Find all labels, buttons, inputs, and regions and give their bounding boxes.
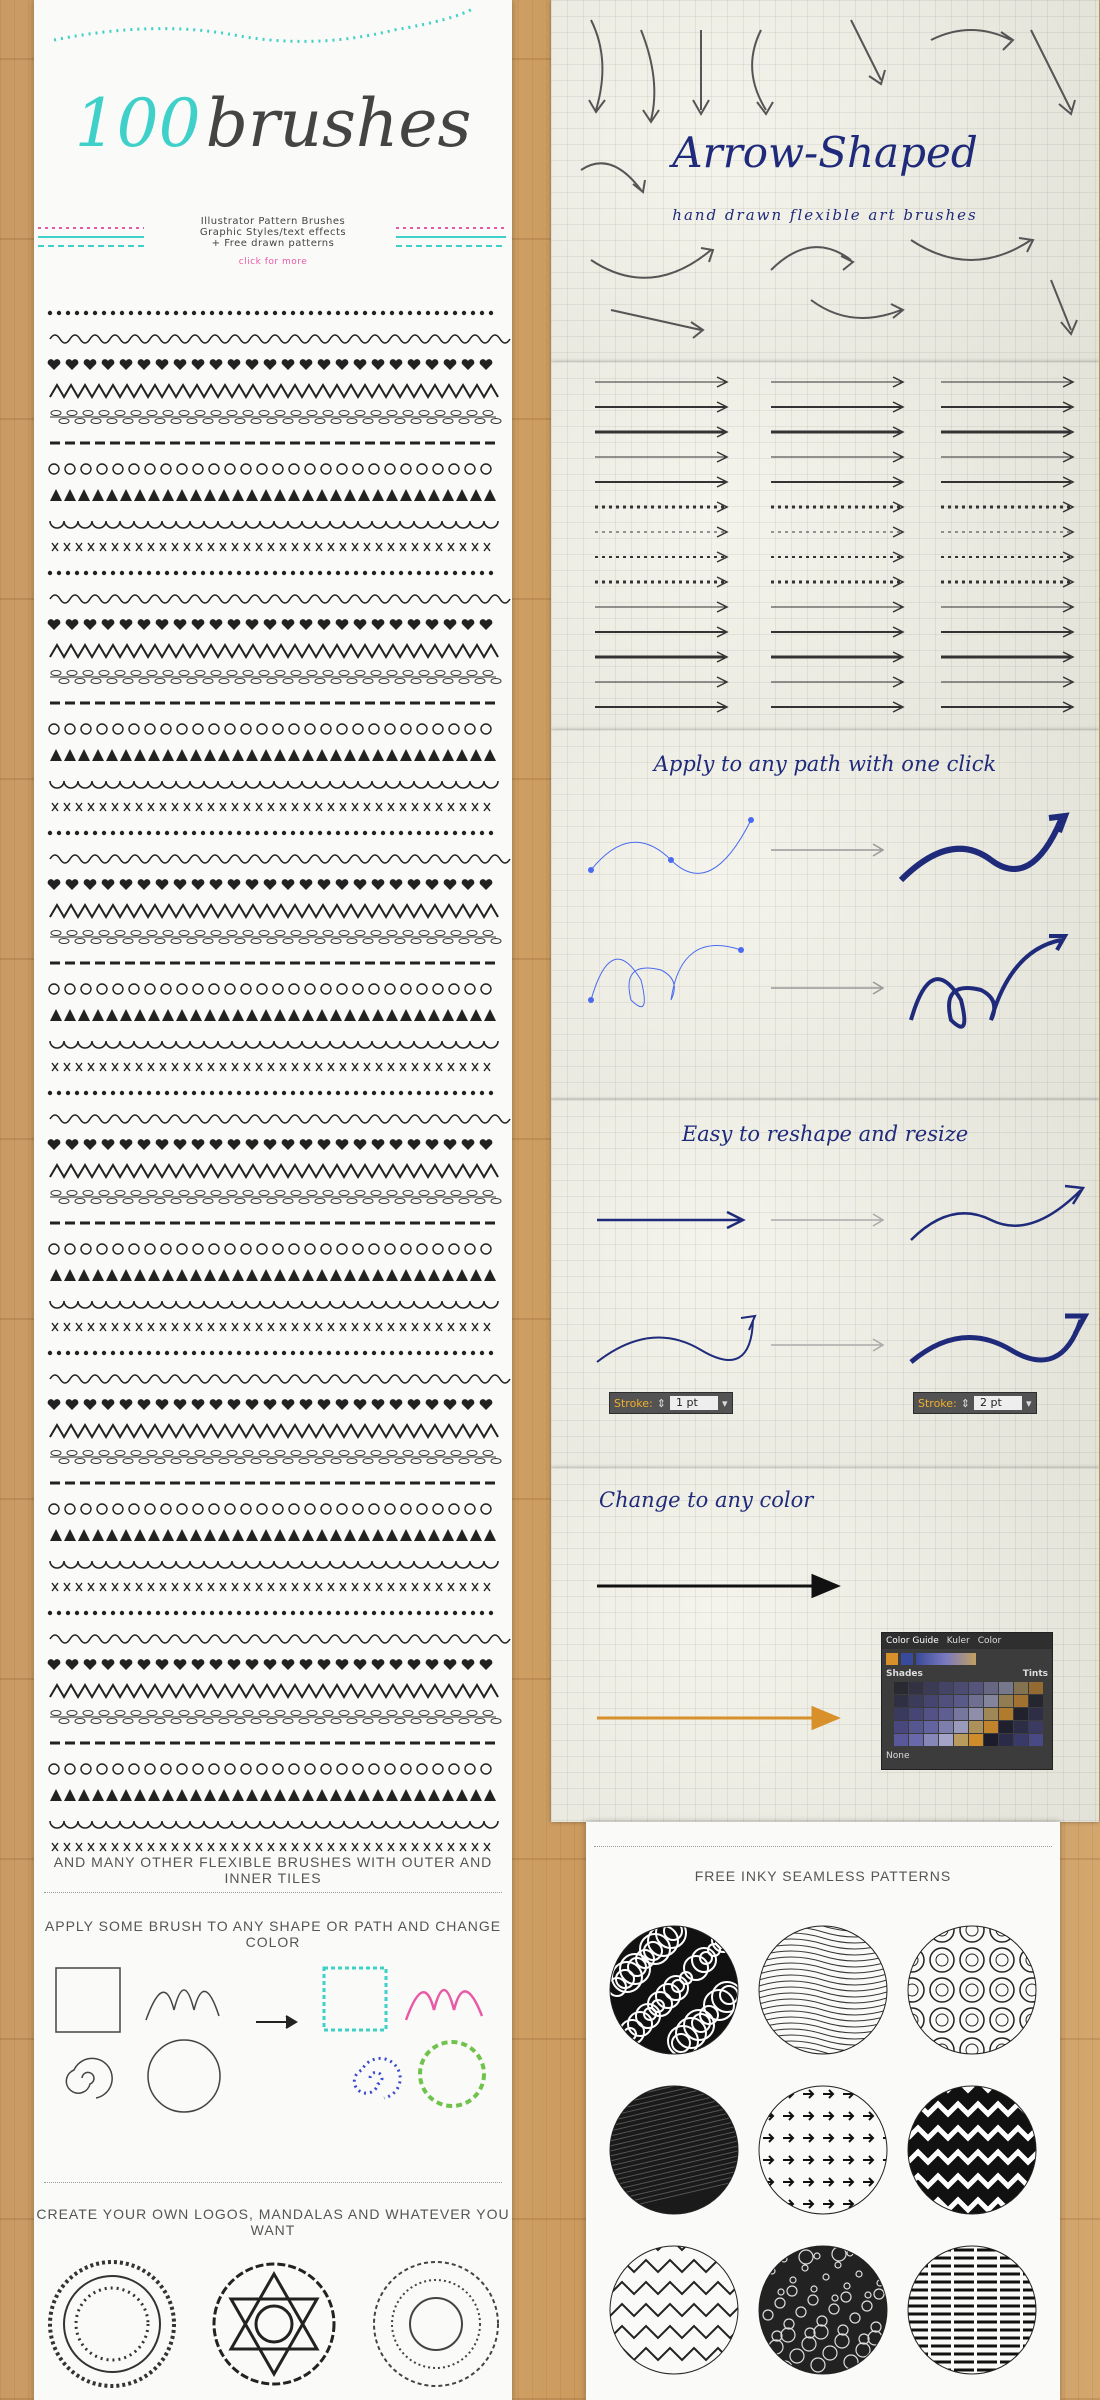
color-swatch[interactable] (1014, 1708, 1028, 1720)
brush-sample (34, 1054, 512, 1080)
pattern-circle (900, 1918, 1044, 2062)
brush-sample (34, 1470, 512, 1496)
brush-sample (34, 898, 512, 924)
stroke-control-2[interactable] (913, 1392, 1037, 1414)
color-panel (551, 1468, 1099, 1822)
divider (594, 1846, 1052, 1847)
color-swatch[interactable] (924, 1682, 938, 1694)
arrow-sample (771, 552, 903, 562)
subtitle-line-3: + Free drawn patterns (211, 238, 335, 249)
stroke-label: Stroke: (918, 1396, 957, 1410)
color-swatch[interactable] (909, 1734, 923, 1746)
arrow-sample (595, 377, 727, 387)
chevron-down-icon[interactable]: ▾ (1025, 1396, 1032, 1410)
arrow-sample (941, 552, 1073, 562)
arrow-sample (771, 502, 903, 512)
arrow-sample (771, 452, 903, 462)
arrow-sample (771, 627, 903, 637)
arrow-sample (771, 577, 903, 587)
pink-loop-brush (406, 1990, 482, 2020)
brush-sample (34, 1522, 512, 1548)
arrow-doodles (551, 0, 1099, 362)
right-arrow-icon (256, 2016, 296, 2028)
arrow-sample (771, 527, 903, 537)
click-for-more-link[interactable]: click for more (238, 257, 308, 267)
caption-apply: APPLY SOME BRUSH TO ANY SHAPE OR PATH AND CHANGE COLOR (44, 1918, 502, 1950)
color-swatch[interactable] (924, 1708, 938, 1720)
orange-arrow (597, 1708, 837, 1728)
brush-sample (34, 1236, 512, 1262)
color-swatch[interactable] (939, 1682, 953, 1694)
color-swatch[interactable] (999, 1682, 1013, 1694)
color-swatch[interactable] (969, 1721, 983, 1733)
brush-sample (34, 950, 512, 976)
brush-sample (34, 1574, 512, 1600)
color-swatch[interactable] (1029, 1708, 1043, 1720)
color-swatch[interactable] (939, 1734, 953, 1746)
color-swatch[interactable] (954, 1721, 968, 1733)
stroke-value-1[interactable]: 1 pt (670, 1396, 718, 1410)
color-swatch[interactable] (954, 1734, 968, 1746)
brush-sample (34, 326, 512, 352)
brush-sample (34, 664, 512, 690)
brush-sample (34, 1808, 512, 1834)
square-shape (56, 1968, 120, 2032)
mandala-3 (374, 2262, 498, 2386)
arrow-sample (595, 602, 727, 612)
patterns-title: FREE INKY SEAMLESS PATTERNS (694, 1868, 952, 1884)
brush-sample (34, 794, 512, 820)
color-guide-panel (881, 1632, 1053, 1770)
brush-sample (34, 768, 512, 794)
color-swatch[interactable] (894, 1682, 908, 1694)
dotted-swirl-decoration (34, 0, 512, 80)
color-swatch[interactable] (1014, 1695, 1028, 1707)
color-swatch[interactable] (984, 1682, 998, 1694)
blue-spiral-brush (354, 2058, 400, 2098)
teal-arrow-ornament-left (34, 222, 154, 252)
tints-label: Tints (1022, 1669, 1048, 1679)
arrow-sample (595, 402, 727, 412)
subtitle-line-2: Graphic Styles/text effects (199, 227, 347, 238)
arrow-sample (941, 452, 1073, 462)
gray-arrow-1 (771, 844, 883, 856)
caption-tiles: AND MANY OTHER FLEXIBLE BRUSHES WITH OUTER AND INNER TILES (53, 1854, 493, 1886)
arrow-sample (941, 577, 1073, 587)
arrow-sample (595, 452, 727, 462)
arrow-sample (941, 652, 1073, 662)
gray-arrow-2 (771, 982, 883, 994)
brush-sample (34, 638, 512, 664)
pattern-circles (586, 1900, 1060, 2400)
brush-sample (34, 1548, 512, 1574)
color-swatch[interactable] (969, 1682, 983, 1694)
arrow-grid-panel (551, 362, 1099, 730)
arrow-sample (941, 527, 1073, 537)
brush-sample (34, 1002, 512, 1028)
shades-label: Shades (886, 1669, 923, 1679)
brush-sample (34, 690, 512, 716)
pattern-circle (610, 2056, 738, 2214)
none-option[interactable]: None (886, 1751, 910, 1761)
pattern-circle (908, 2080, 1048, 2214)
arrow-sample (595, 627, 727, 637)
arrow-grid (551, 362, 1099, 730)
brush-sample (34, 872, 512, 898)
swatch-grid[interactable] (882, 1679, 1052, 1749)
brush-sample (34, 1158, 512, 1184)
brush-sample (34, 1704, 512, 1730)
brush-sample (34, 1392, 512, 1418)
arrow-sample (941, 702, 1073, 712)
arrow-header-panel (551, 0, 1099, 362)
arrow-sample (595, 677, 727, 687)
tab-color-guide[interactable]: Color Guide (886, 1636, 939, 1646)
stepper-icon[interactable]: ⇕ (656, 1396, 666, 1410)
brush-sample (34, 1262, 512, 1288)
color-swatch[interactable] (999, 1708, 1013, 1720)
arrow-sample (771, 377, 903, 387)
stroke-control-1[interactable] (609, 1392, 733, 1414)
brush-sample (34, 1028, 512, 1054)
brush-sample (34, 430, 512, 456)
arrow-sample (941, 627, 1073, 637)
brush-sample (34, 1366, 512, 1392)
brush-sample (34, 1210, 512, 1236)
harmony-swatches[interactable] (882, 1649, 1052, 1669)
patterns-panel (586, 1822, 1060, 2400)
arrow-sample (941, 377, 1073, 387)
arrow-sample (595, 552, 727, 562)
spiral-path (66, 2058, 112, 2098)
circle-shape (148, 2040, 220, 2112)
main-title (34, 85, 512, 162)
arrow-sample (771, 427, 903, 437)
brush-sample (34, 482, 512, 508)
brush-sample (34, 1080, 512, 1106)
chevron-down-icon[interactable]: ▾ (721, 1396, 728, 1410)
brush-sample (34, 846, 512, 872)
arrow-sample (941, 402, 1073, 412)
color-swatch[interactable] (1029, 1734, 1043, 1746)
brush-sample (34, 1132, 512, 1158)
straight-arrow (597, 1212, 743, 1228)
color-swatch[interactable] (984, 1708, 998, 1720)
arrow-sample (771, 702, 903, 712)
color-swatch[interactable] (999, 1695, 1013, 1707)
reshape-panel (551, 1100, 1099, 1468)
title-word: brushes (205, 85, 472, 162)
brush-sample (34, 1756, 512, 1782)
color-swatch[interactable] (1029, 1682, 1043, 1694)
tab-color[interactable]: Color (977, 1636, 1002, 1646)
green-circle-brush (420, 2042, 484, 2106)
brush-sample (34, 1600, 512, 1626)
arrow-sample (595, 502, 727, 512)
mandala-1 (50, 2262, 174, 2386)
caption-create: CREATE YOUR OWN LOGOS, MANDALAS AND WHATEVER YOU WANT (36, 2206, 510, 2238)
brush-sample (34, 1106, 512, 1132)
apply-demo (551, 730, 1099, 1100)
brush-sample (34, 1652, 512, 1678)
brush-sample (34, 404, 512, 430)
brush-sample (34, 1314, 512, 1340)
curved-arrow (911, 1186, 1083, 1240)
brush-sample (34, 820, 512, 846)
color-swatch[interactable] (954, 1682, 968, 1694)
color-swatch[interactable] (939, 1695, 953, 1707)
brush-sample (34, 1678, 512, 1704)
stroke-label: Stroke: (614, 1396, 653, 1410)
thin-arrow (597, 1316, 755, 1362)
color-swatch[interactable] (999, 1734, 1013, 1746)
header-subtitle: hand drawn flexible art brushes (672, 206, 978, 224)
divider (44, 2182, 502, 2183)
arrow-sample (771, 652, 903, 662)
shades-tints-header (882, 1669, 1052, 1679)
apply-panel (551, 730, 1099, 1100)
arrow-sample (595, 427, 727, 437)
teal-arrow-ornament-right (390, 222, 510, 252)
arrow-sample (595, 577, 727, 587)
color-swatch[interactable] (909, 1708, 923, 1720)
color-swatch[interactable] (1014, 1734, 1028, 1746)
black-arrow (597, 1576, 837, 1596)
reshape-title: Easy to reshape and resize (681, 1122, 969, 1146)
pattern-circle (908, 2250, 1036, 2370)
color-swatch[interactable] (909, 1695, 923, 1707)
brush-sample (34, 1444, 512, 1470)
divider (44, 1892, 502, 1893)
color-guide-tabs (882, 1633, 1052, 1649)
color-swatch[interactable] (909, 1721, 923, 1733)
arrow-sample (941, 502, 1073, 512)
brush-sample (34, 586, 512, 612)
brush-sample (34, 612, 512, 638)
color-swatch[interactable] (969, 1734, 983, 1746)
brush-sample (34, 508, 512, 534)
pattern-circle (763, 2090, 893, 2208)
loop-path (146, 1990, 219, 2020)
arrow-sample (595, 477, 727, 487)
thick-arrow (911, 1316, 1085, 1362)
header-title: Arrow-Shaped (672, 128, 978, 177)
arrow-sample (771, 402, 903, 412)
color-swatch[interactable] (984, 1721, 998, 1733)
brush-sample (34, 1730, 512, 1756)
color-swatch[interactable] (894, 1708, 908, 1720)
brush-sample (34, 300, 512, 326)
color-swatch[interactable] (1014, 1721, 1028, 1733)
brush-sample (34, 924, 512, 950)
brush-sample (34, 1288, 512, 1314)
pattern-circle (610, 2238, 754, 2360)
brush-sample (34, 1340, 512, 1366)
color-swatch[interactable] (954, 1708, 968, 1720)
color-swatch[interactable] (984, 1734, 998, 1746)
mandala-2 (214, 2264, 334, 2384)
color-swatch[interactable] (1029, 1695, 1043, 1707)
brush-sample (34, 352, 512, 378)
arrow-sample (771, 477, 903, 487)
color-title: Change to any color (599, 1488, 814, 1512)
brush-sample (34, 1418, 512, 1444)
color-swatch[interactable] (1014, 1682, 1028, 1694)
stepper-icon[interactable]: ⇕ (960, 1396, 970, 1410)
color-swatch[interactable] (924, 1734, 938, 1746)
color-swatch[interactable] (894, 1695, 908, 1707)
teal-square-brush (324, 1968, 386, 2030)
color-swatch[interactable] (984, 1695, 998, 1707)
brush-sample (34, 534, 512, 560)
stroke-value-2[interactable]: 2 pt (974, 1396, 1022, 1410)
arrow-sample (771, 677, 903, 687)
arrow-sample (941, 477, 1073, 487)
brush-sample (34, 1496, 512, 1522)
arrow-sample (941, 602, 1073, 612)
color-swatch[interactable] (939, 1721, 953, 1733)
brush-sample (34, 716, 512, 742)
brush-sample (34, 1184, 512, 1210)
color-swatch[interactable] (969, 1695, 983, 1707)
color-swatch[interactable] (924, 1695, 938, 1707)
color-swatch[interactable] (999, 1721, 1013, 1733)
color-swatch[interactable] (894, 1721, 908, 1733)
brush-sample (34, 976, 512, 1002)
color-swatch[interactable] (909, 1682, 923, 1694)
arrow-sample (595, 702, 727, 712)
subtitle-line-1: Illustrator Pattern Brushes (200, 216, 346, 227)
arrow-sample (595, 652, 727, 662)
color-swatch[interactable] (924, 1721, 938, 1733)
brushed-arrow-1 (901, 816, 1065, 880)
brushed-arrow-2 (911, 936, 1065, 1027)
brush-sample (34, 456, 512, 482)
color-swatch[interactable] (954, 1695, 968, 1707)
apply-title: Apply to any path with one click (653, 752, 997, 776)
color-swatch[interactable] (969, 1708, 983, 1720)
arrow-sample (941, 427, 1073, 437)
arrow-sample (771, 602, 903, 612)
pattern-circle (759, 1921, 887, 2057)
mandala-row (34, 2244, 512, 2394)
brushes-panel (34, 0, 512, 2400)
selected-path-1 (591, 820, 751, 873)
color-swatch[interactable] (894, 1734, 908, 1746)
brush-sample (34, 1782, 512, 1808)
arrow-sample (595, 527, 727, 537)
title-number: 100 (74, 85, 201, 162)
color-swatch[interactable] (1029, 1721, 1043, 1733)
brush-sample (34, 560, 512, 586)
brush-sample (34, 378, 512, 404)
brush-sample (34, 1626, 512, 1652)
shape-demo (34, 1950, 512, 2130)
tab-kuler[interactable]: Kuler (946, 1636, 970, 1646)
selected-path-2 (591, 946, 741, 1007)
arrow-sample (941, 677, 1073, 687)
color-swatch[interactable] (939, 1708, 953, 1720)
brush-sample (34, 742, 512, 768)
